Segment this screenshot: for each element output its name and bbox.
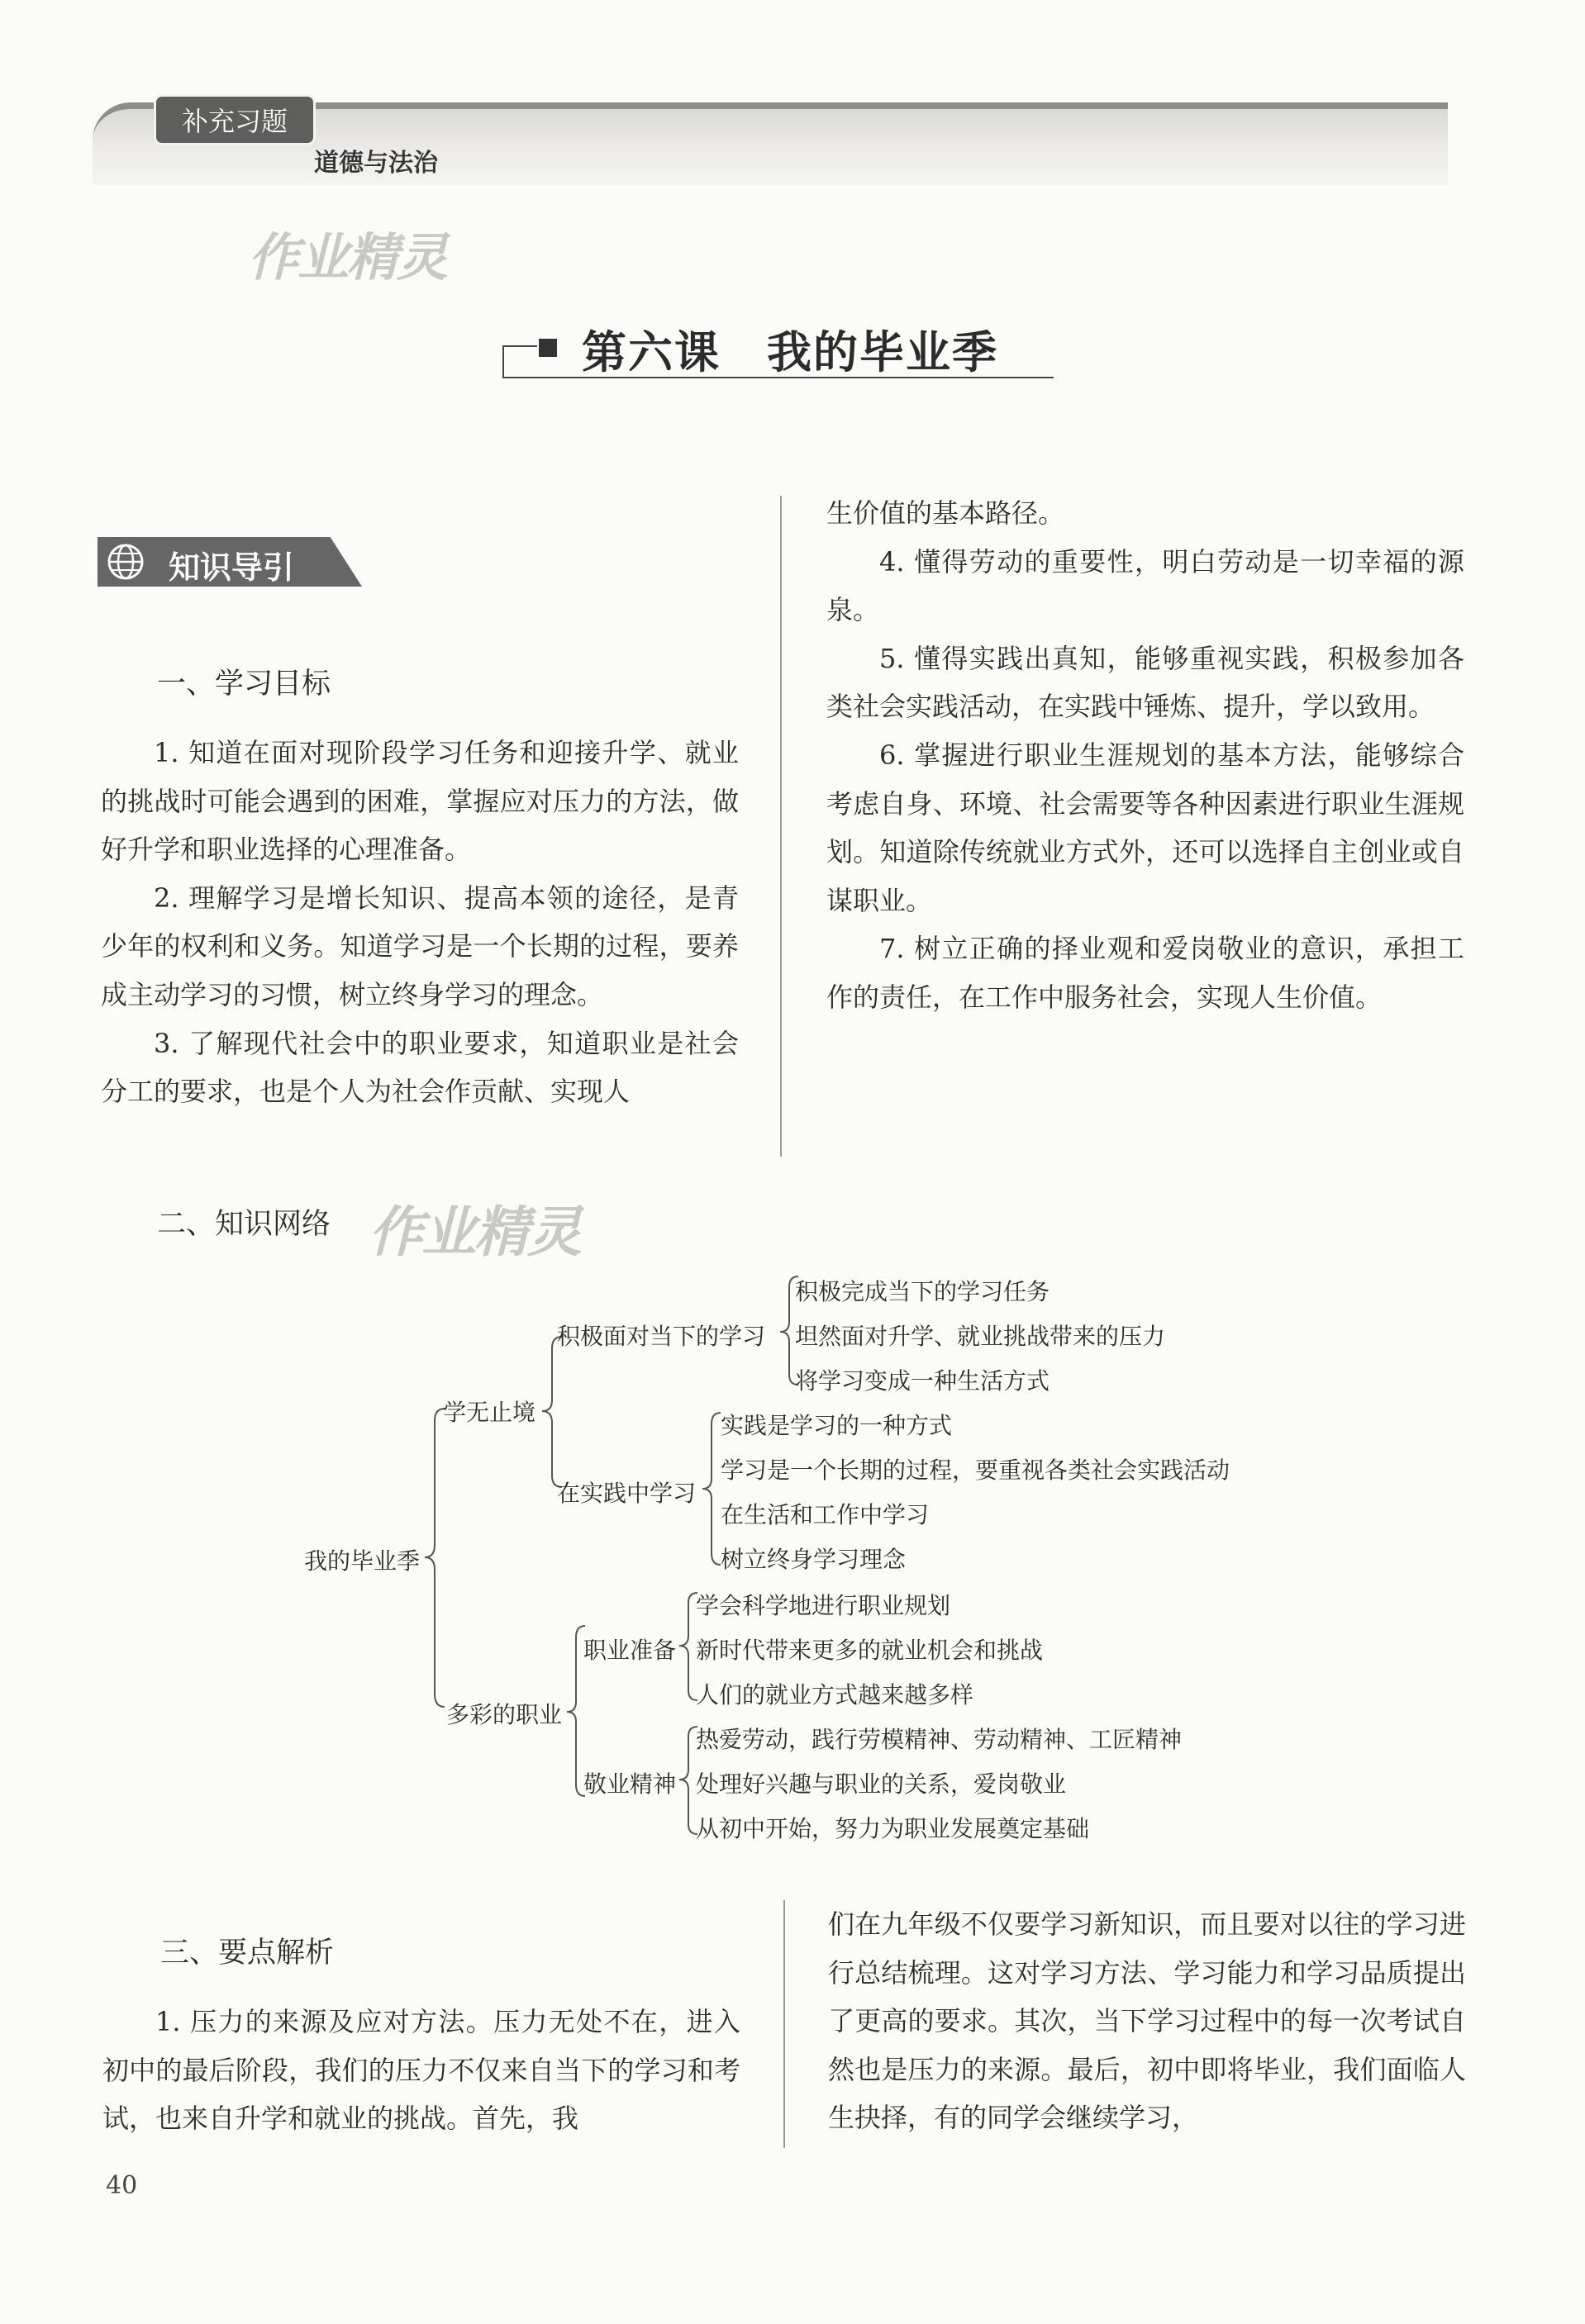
mindmap-subbranch: 敬业精神 [583,1770,677,1798]
goal-item: 3. 了解现代社会中的职业要求，知道职业是社会分工的要求，也是个人为社会作贡献、实现人 [101,1027,739,1108]
header-subject: 道德与法治 [314,149,438,178]
mindmap-leaf: 学习是一个长期的过程，要重视各类社会实践活动 [721,1457,1230,1484]
mindmap-leaf: 从初中开始，努力为职业发展奠定基础 [696,1815,1090,1842]
mindmap-leaf: 人们的就业方式越来越多样 [696,1681,974,1709]
brace-b1b [702,1413,721,1565]
mindmap-leaf: 坦然面对升学、就业挑战带来的压力 [795,1323,1166,1350]
analysis-text: 1. 压力的来源及应对方法。压力无处不在，进入初中的最后阶段，我们的压力不仅来自当下的学习和考试，也来自升学和就业的挑战。首先，我 [102,2006,740,2135]
goal-item: 生价值的基本路径。 [826,497,1065,529]
mindmap-root: 我的毕业季 [304,1547,421,1575]
analysis-left-column [102,1998,740,2143]
mindmap-leaf: 在生活和工作中学习 [721,1501,930,1528]
mindmap-subbranch: 在实践中学习 [557,1480,697,1507]
mindmap-leaf: 树立终身学习理念 [721,1546,907,1573]
mindmap-leaf: 学会科学地进行职业规划 [696,1592,951,1619]
goal-item: 7. 树立正确的择业观和爱岗敬业的意识，承担工作的责任，在工作中服务社会，实现人生价值。 [826,933,1464,1013]
analysis-right-column [828,1900,1466,2142]
column-divider [783,1900,785,2148]
watermark: 作业精灵 [369,1200,580,1264]
mindmap-leaf: 新时代带来更多的就业机会和挑战 [696,1637,1044,1664]
lesson-name: 我的毕业季 [767,326,998,378]
analysis-text: 们在九年级不仅要学习新知识，而且要对以往的学习进行总结梳理。这对学习方法、学习能力和学习品质提出了更高的要求。其次，当下学习过程中的每一次考试自然也是压力的来源。最后，初中即将毕业，我们面临人生抉择，有的同学会继续学习， [828,1908,1466,2134]
brace-b2a [679,1593,697,1700]
mindmap-leaf: 实践是学习的一种方式 [721,1412,953,1439]
mindmap-subbranch: 积极面对当下的学习 [557,1323,766,1350]
section-heading-goals: 一、学习目标 [157,668,331,701]
mindmap-subbranch: 职业准备 [583,1637,677,1664]
mindmap-branch: 学无止境 [443,1399,536,1426]
lesson-number: 第六课 [582,326,721,378]
watermark: 作业精灵 [248,227,447,288]
mindmap-leaf: 积极完成当下的学习任务 [795,1278,1050,1305]
brace-root [425,1409,445,1707]
mindmap-branch: 多彩的职业 [446,1701,563,1728]
mindmap-leaf: 热爱劳动，践行劳模精神、劳动精神、工匠精神 [696,1726,1183,1753]
mindmap-leaf: 处理好兴趣与职业的关系，爱岗敬业 [696,1770,1067,1798]
brace-b1 [542,1337,562,1487]
section-heading-analysis: 三、要点解析 [160,1937,335,1970]
goal-item: 1. 知道在面对现阶段学习任务和迎接升学、就业的挑战时可能会遇到的困难，掌握应对压力的方法，做好升学和职业选择的心理准备。 [101,737,739,866]
goal-item: 6. 掌握进行职业生涯规划的基本方法，能够综合考虑自身、环境、社会需要等各种因素进行职业生涯规划。知道除传统就业方式外，还可以选择自主创业或自谋职业。 [826,739,1464,916]
badge-label: 知识导引 [169,549,295,586]
page-number: 40 [106,2171,138,2200]
goal-item: 2. 理解学习是增长知识、提高本领的途径，是青少年的权利和义务。知道学习是一个长期的过程，要养成主动学习的习惯，树立终身学习的理念。 [101,882,739,1010]
header-tab: 补充习题 [154,94,316,145]
goal-item: 4. 懂得劳动的重要性，明白劳动是一切幸福的源泉。 [826,545,1464,626]
brace-b2 [567,1626,585,1796]
section-heading-network: 二、知识网络 [157,1208,331,1241]
goal-item: 5. 懂得实践出真知，能够重视实践，积极参加各类社会实践活动，在实践中锤炼、提升，学以致用。 [826,642,1464,723]
mindmap-leaf: 将学习变成一种生活方式 [795,1367,1050,1395]
brace-b2b [679,1727,697,1834]
